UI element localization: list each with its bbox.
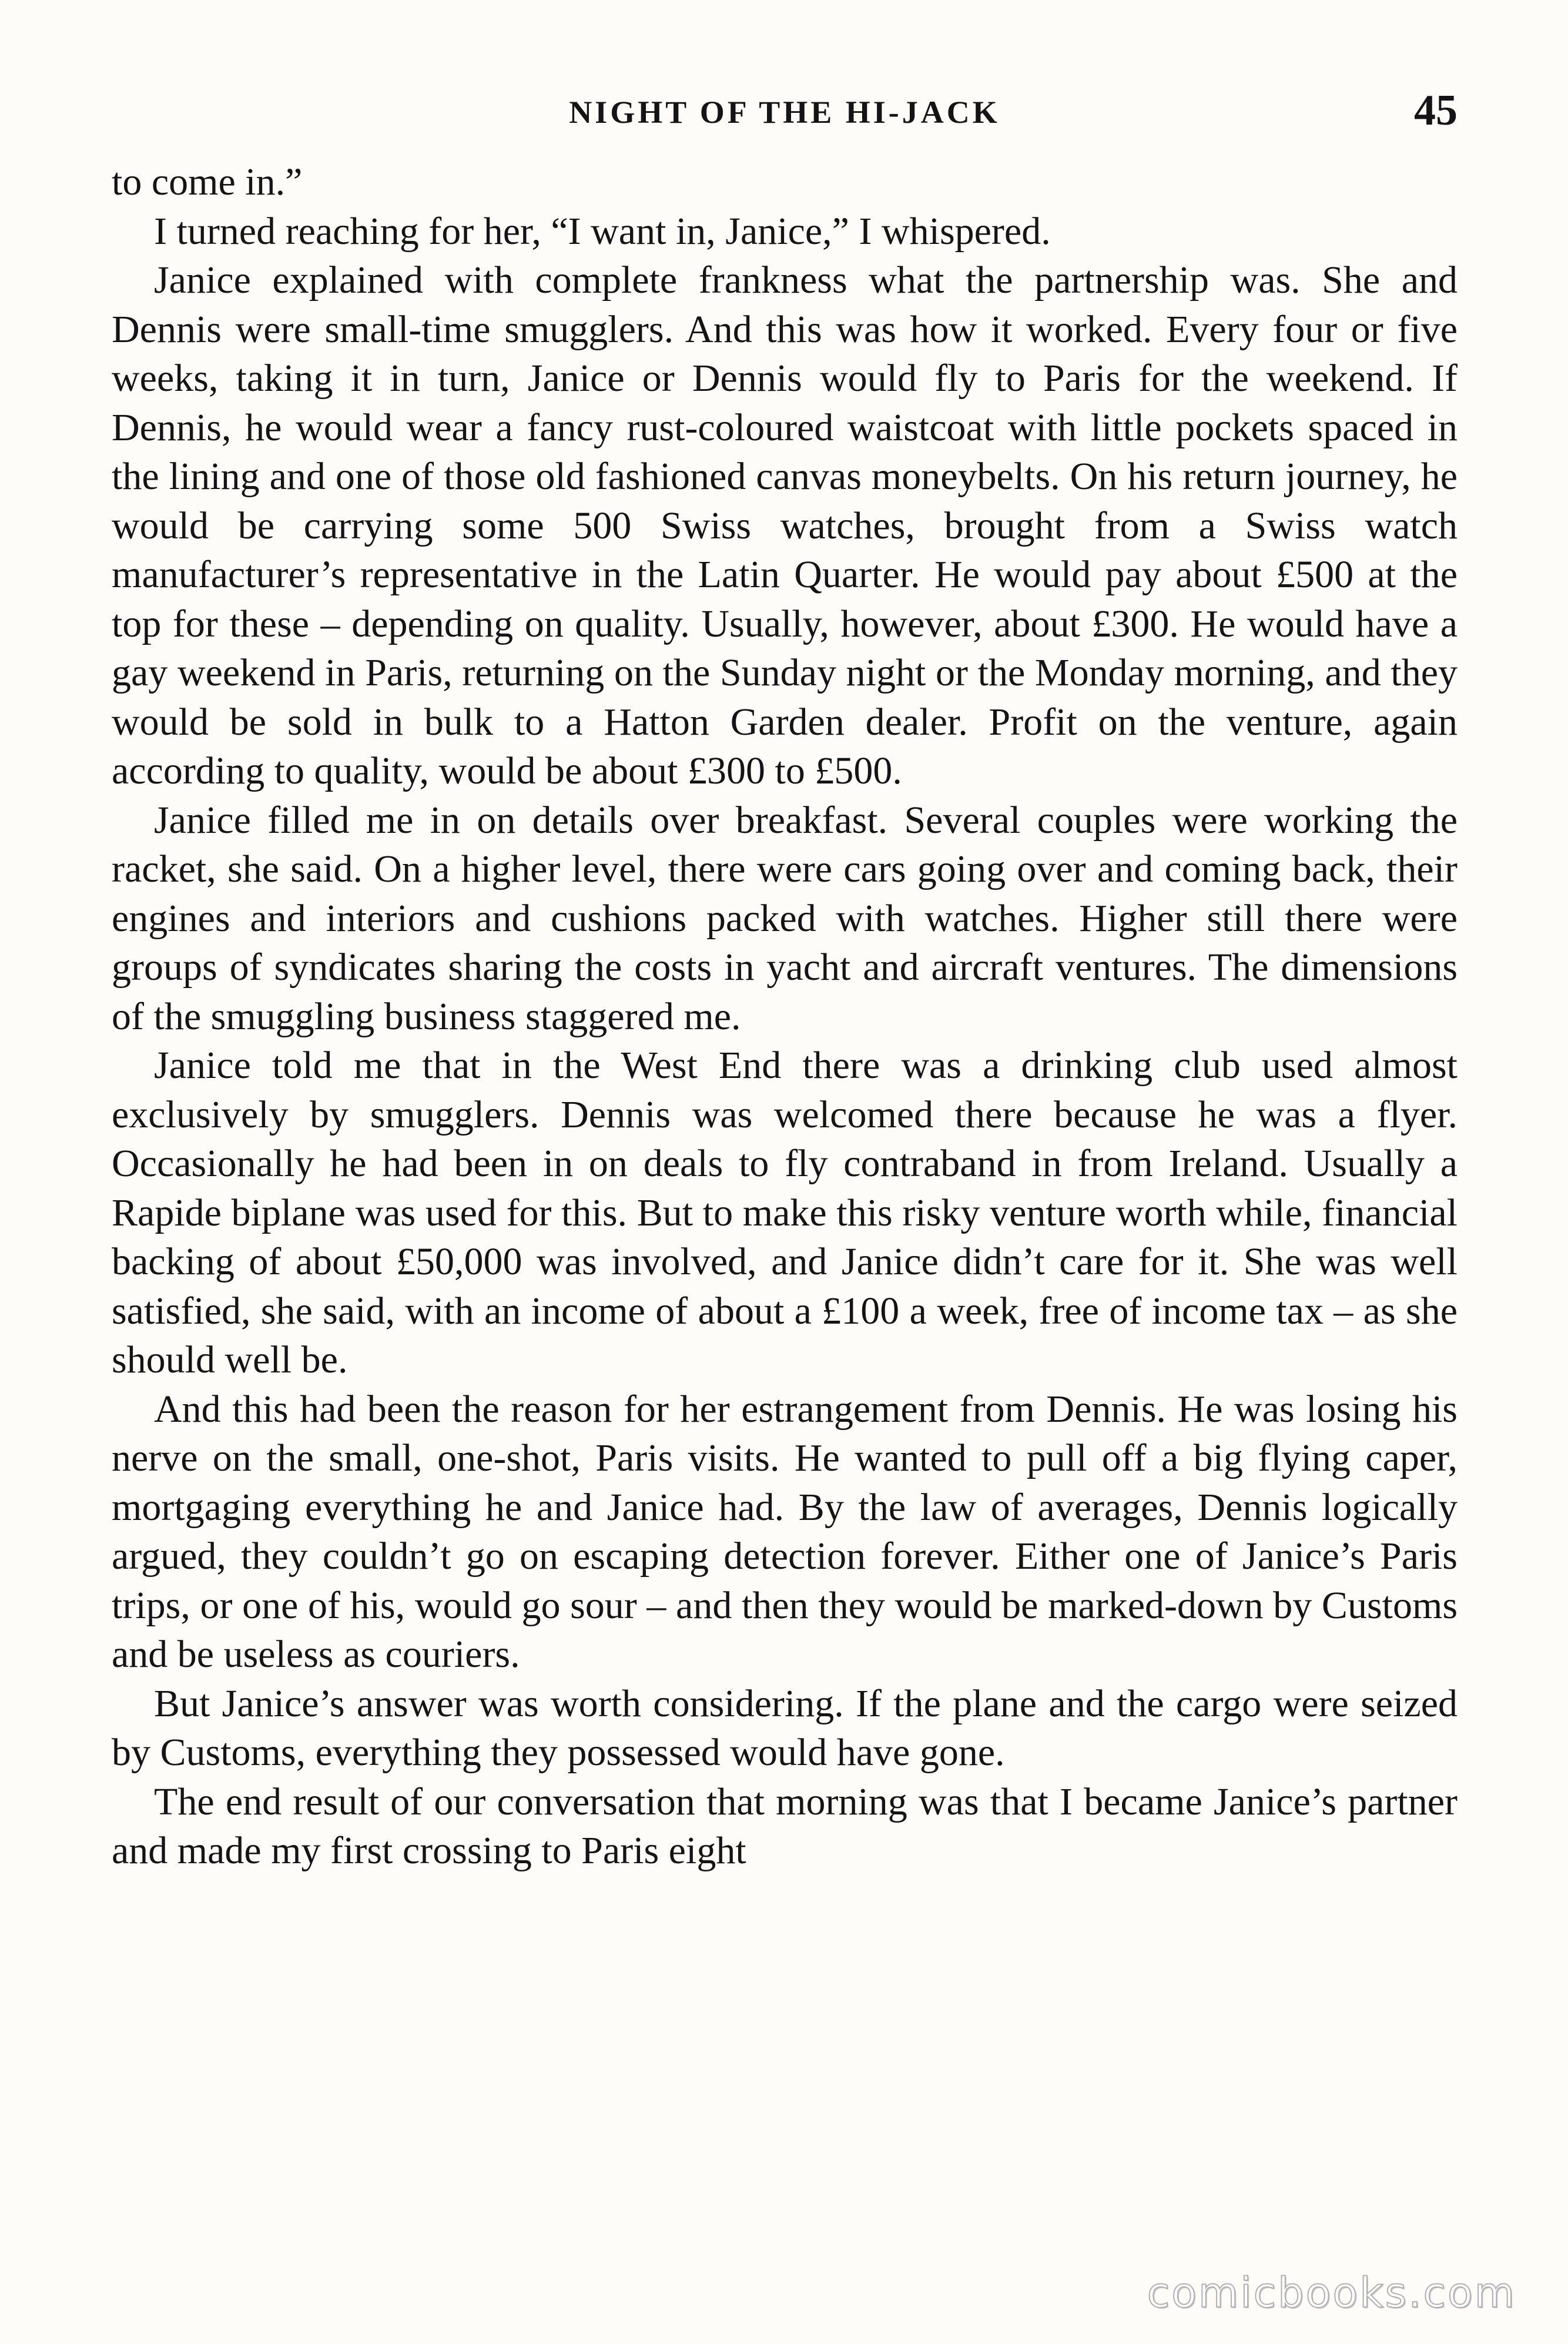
paragraph: The end result of our conversation that morning was that I became Janice’s partner and made my first crossing to Paris eight [112, 1780, 1458, 1872]
paragraph: Janice filled me in on details over breakfast. Several couples were working the racket, she said. On a higher level, there were cars going over and coming back, their engines and interiors and cushions packed with watches. Higher still there were groups of syndicates sharing the costs in yacht and aircraft ventures. The dimensions of the smuggling business staggered me. [112, 798, 1458, 1038]
paragraph: I turned reaching for her, “I want in, Janice,” I whispered. [154, 209, 1051, 253]
paragraph-continuation: to come in.” [112, 160, 303, 203]
paragraph: Janice explained with complete frankness what the partnership was. She and Dennis were small-time smugglers. And this was how it worked. Every four or five weeks, taking it in turn, Janice or Dennis would fly to Paris for the weekend. If Dennis, he would wear a fancy rust-coloured waistcoat with little pockets spaced in the lining and one of those old fashioned canvas moneybelts. On his return journey, he would be carrying some 500 Swiss watches, brought from a Swiss watch manufacturer’s representative in the Latin Quarter. He would pay about £500 at the top for these – depending on quality. Usually, however, about £300. He would have a gay weekend in Paris, returning on the Sunday night or the Monday morning, and they would be sold in bulk to a Hatton Garden dealer. Profit on the venture, again according to quality, would be about £300 to £500. [112, 259, 1458, 792]
running-title: NIGHT OF THE HI-JACK [569, 95, 1000, 130]
paragraph: And this had been the reason for her estrangement from Dennis. He was losing his nerve on the small, one-shot, Paris visits. He wanted to pull off a big flying caper, mortgaging everything he and Janice had. By the law of averages, Dennis logically argued, they couldn’t go on escaping detection forever. Either one of Janice’s Paris trips, or one of his, would go sour – and then they would be marked-down by Customs and be useless as couriers. [112, 1387, 1458, 1676]
watermark: comicbooks.com [1147, 2269, 1516, 2317]
body-text [112, 158, 1458, 1876]
page-number: 45 [1414, 86, 1458, 135]
book-page [112, 88, 1458, 2263]
paragraph: Janice told me that in the West End there was a drinking club used almost exclusively by smugglers. Dennis was welcomed there because he was a flyer. Occasionally he had been in on deals to fly contraband in from Ireland. Usually a Rapide biplane was used for this. But to make this risky venture worth while, financial backing of about £50,000 was involved, and Janice didn’t care for it. She was well satisfied, she said, with an income of about a £100 a week, free of income tax – as she should well be. [112, 1044, 1458, 1381]
running-head [112, 88, 1458, 153]
paragraph: But Janice’s answer was worth considering. If the plane and the cargo were seized by Customs, everything they possessed would have gone. [112, 1682, 1458, 1774]
